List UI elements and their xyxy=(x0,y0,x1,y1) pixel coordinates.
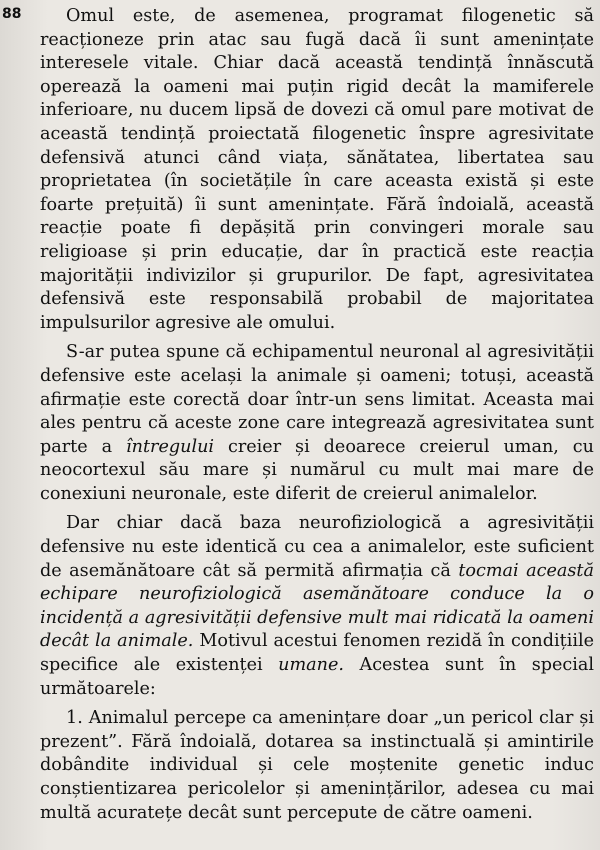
text-segment: Dar chiar dacă baza neurofiziologică a agresivității defensive nu este identică cu cea a animalelor, este suficient de asemănătoare cât să permită afirmația că xyxy=(40,513,594,581)
paragraph-2 xyxy=(40,341,594,506)
text-segment: 1. Animalul percepe ca amenințare doar „un pericol clar și prezent”. Fără îndoială, dotarea sa instinctuală și amintirile dobândite individual și cele moștenite genetic induc conștientizarea pericolelor și amenințărilor, adesea cu mai multă acuratețe decât sunt percepute de către oameni. xyxy=(40,708,594,823)
paragraph-1 xyxy=(40,5,594,335)
text-segment: Acestea sunt în special următoarele: xyxy=(40,655,594,699)
emphasis-segment: tocmai această echipare neurofiziologică asemănătoare conduce la o incidență a agresivității defensive mult mai ridicată la oameni decât la animale. xyxy=(40,560,594,652)
emphasis-segment: întregului xyxy=(126,436,215,457)
text-segment: Motivul acestui fenomen rezidă în condițiile specifice ale existenței xyxy=(40,631,594,676)
paragraph-3 xyxy=(40,512,594,701)
page-number: 88 xyxy=(2,6,22,22)
text-segment: creier și deoarece creierul uman, cu neocortexul său mare și numărul cu mult mai mare de conexiuni neuronale, este diferit de creierul animalelor. xyxy=(40,436,594,504)
emphasis-segment: umane. xyxy=(278,655,344,676)
paragraph-4 xyxy=(40,707,594,825)
text-segment: S-ar putea spune că echipamentul neuronal al agresivității defensive este același la animale și oameni; totuși, această afirmație este corectă doar într-un sens limitat. Aceasta mai ales pentru că aceste zone care integrează agresivitatea sunt parte a xyxy=(40,342,594,457)
text-segment: Omul este, de asemenea, programat filogenetic să reacționeze prin atac sau fugă dacă îi sunt amenințate interesele vitale. Chiar dacă această tendință înnăscută operează la oameni mai puțin rigid decât la mamiferele inferioare, nu ducem lipsă de dovezi că omul pare motivat de această tendință proiectată filogenetic înspre agresivitate defensivă atunci când viața, sănătatea, libertatea sau proprietatea (în societățile în care aceasta există și este foarte prețuită) îi sunt amenințate. Fără îndoială, această reacție poate fi depășită prin convingeri morale sau religioase și prin educație, dar în practică este reacția majorității indivizilor și grupurilor. De fapt, agresivitatea defensivă este responsabilă probabil de majoritatea impulsurilor agresive ale omului. xyxy=(40,6,594,333)
body-text xyxy=(40,5,594,825)
